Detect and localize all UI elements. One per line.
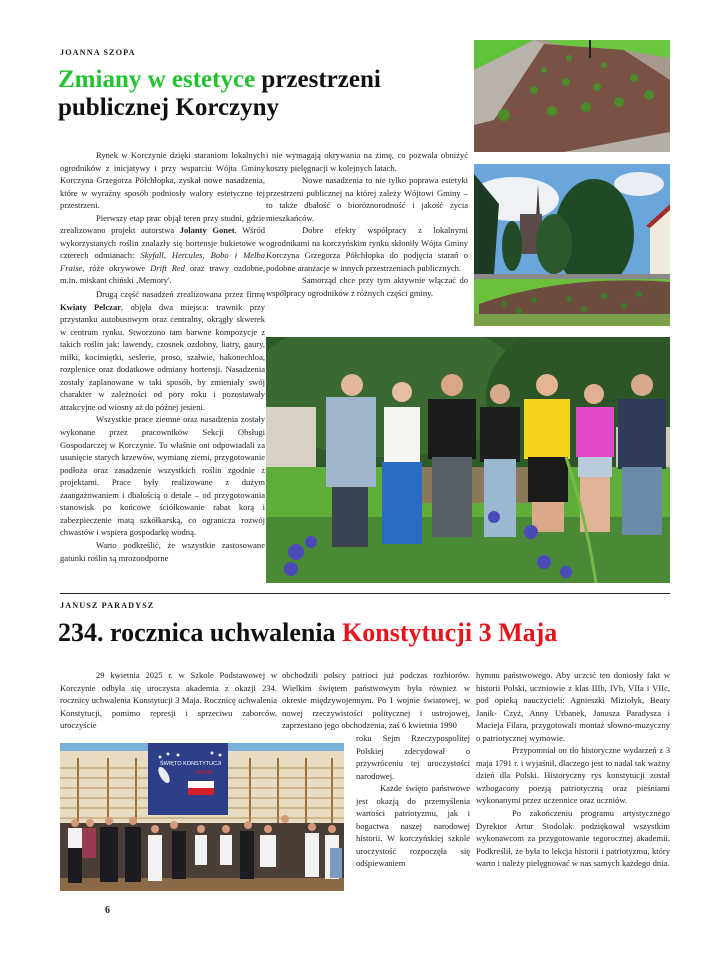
company-name-bold: Kwiaty Pelczar: [60, 301, 122, 312]
banner-text-line2: 3 MAJA: [195, 770, 213, 776]
article2-paragraph: 29 kwietnia 2025 r. w Szkole Podstawowej w Korczynie odbyła się uroczysta akademia z okazji 234. rocznicy uchwalenia Konstytucji 3 Maja. Rocznicę uchwalenia Konstytucji, pomimo represji i sprzeciwu zaborców, uroczyście: [60, 670, 277, 731]
article2-column-1: [60, 669, 277, 732]
text-run: Drugą część nasadzeń zrealizowana przez firmę: [96, 289, 265, 300]
article2-paragraph: Każde święto państwowe jest okazją do przemyślenia wartości patriotyzmu, jak i bogactwa naszej narodowej historii. W korczyńskiej szkole uroczystość rozpoczęła się odśpiewaniem: [356, 783, 470, 869]
article2-title-accent: Konstytucji 3 Maja: [342, 618, 558, 647]
article2-title-plain: 234. rocznica uchwalenia: [58, 618, 336, 647]
article1-paragraph: [60, 288, 265, 413]
article1-author: JOANNA SZOPA: [60, 48, 136, 57]
school-ceremony-image: [60, 743, 344, 891]
article2-column-3: [476, 669, 670, 870]
article2-title: [58, 618, 678, 647]
plant-variety-italic: Drift Red: [150, 262, 185, 273]
text-run: Pierwszy etap prac objął teren przy studni, gdzie zrealizowano projekt autorstwa: [60, 212, 265, 236]
text-run: , róże okrywowe: [82, 262, 151, 273]
article2-paragraph: Przypomniał on tło historyczne wydarzeń z 3 maja 1791 r. i wyjaśnił, dlaczego jest to nadal tak ważny dzień dla Polski. Historyczny rys konstytucji został wzbogacony poezją patriotyczną oraz pieśniami wykonanymi przez uczennice oraz uczniów.: [476, 745, 670, 806]
article2-paragraph: roku Sejm Rzeczypospolitej Polskiej zdecydował o przywróceniu tej uroczystości narodowej.: [356, 733, 470, 781]
banner-text-line1: ŚWIĘTO KONSTYTUCJI: [160, 761, 222, 767]
text-run: , objęła dwa miejsca: trawnik przy przystanku autobusowym oraz centralny, okrągły skwerek w centrum rynku. Stworzono tam barwne kompozycje z takich roślin jak: lawendy, czosnek ozdobny, liatry, gaury, miłki, kocimiętki, seslerie, proso, szałwie, hakonechloa, rozplenice oraz dodatkowe odmiany hortensji. Nasadzenia zostały zaplanowane w taki sposób, by zmieniały swój charakter w zależności od pory roku i pozostawały atrakcyjne od wiosny aż do późnej jesieni.: [60, 301, 265, 412]
round-flowerbed-image: [474, 164, 670, 326]
flowerbed-mulch-image: [474, 40, 670, 152]
article2-paragraph: Po zakończeniu programu artystycznego Dyrektor Artur Stodolak podziękował wszystkim wykonawcom za przygotowanie tegorocznej akademii. Podkreślił, że była to lekcja historii i patriotyzmu, który warto i należy pielęgnować w nas samych każdego dnia.: [476, 808, 670, 869]
photo-round-flowerbed-church: [474, 164, 670, 326]
article1-title: [58, 66, 468, 122]
page-number: 6: [105, 905, 110, 916]
photo-group-gardeners: [266, 337, 670, 583]
article1-paragraph: Warto podkreślić, że wszystkie zastosowane gatunki roślin są mrozoodporne: [60, 539, 265, 563]
article1-paragraph: i nie wymagają okrywania na zimę, co pozwala obniżyć koszty pielęgnacji w kolejnych latach.: [266, 150, 468, 173]
article2-author: JANUSZ PARADYSZ: [60, 601, 155, 610]
photo-mulched-flowerbed: [474, 40, 670, 152]
article1-paragraph: Wszystkie prace ziemne oraz nasadzenia zostały wykonane przez pracowników Sekcji Obsługi Gospodarczej w Korczynie. To właśnie oni odpowiadali za usunięcie starych krzewów, wymianę ziemi, przygotowanie podłoża oraz zasadzenie wszystkich roślin zgodnie z projektami. Prace były realizowane z dużym zaangażowaniem i dbałością o detale – od przygotowania stanowisk po końcowe ściółkowanie rabat korą i zabezpieczenie matą szkółkarską, co ogranicza rozwój chwastów i wspiera gospodarkę wodną.: [60, 414, 265, 538]
article1-paragraph: Dobre efekty współpracy z lokalnymi ogrodnikami na korczyńskim rynku skłoniły Wójta Gminy Korczyna Grzegorza Półchłopka do podjęcia starań o podobne aranżacje w innych przestrzeniach publicznych.: [266, 225, 468, 273]
article2-column-2-narrow: [356, 732, 470, 870]
article1-title-line2: publicznej Korczyny: [58, 94, 280, 121]
article1-paragraph: Samorząd chce przy tym aktywnie włączać do współpracy ogrodników z różnych części gminy.: [266, 275, 468, 299]
article2-paragraph: obchodzili polscy patrioci już podczas rozbiorów. Wielkim świętem państwowym była również w okresie międzywojennym. Po I wojnie światowej, w nowej rzeczywistości politycznej i ustrojowej, zaprzestano jego obchodzenia, zaś 6 kwietnia 1990: [282, 670, 470, 731]
article1-title-accent: Zmiany w estetyce: [58, 66, 256, 93]
text-run: oraz trawy ozdobne, m.in. miskant chiński ‚Memory'.: [60, 262, 266, 286]
article-divider: [60, 593, 670, 594]
article1-column-2: [266, 149, 468, 300]
article1-paragraph: [60, 212, 265, 287]
article2-paragraph: hymnu państwowego. Aby uczcić ten doniosły fakt w historii Polski, uczniowie z klas IIIb, IVb, VIIa i VIIc, pod opieką nauczycieli: Agnieszki Miziołyk, Beaty Janik- Czyż, Anny Urbanek, Janusza Paradysza i Macieja Filara, przygotowali montaż słowno-muzyczny o patriotycznej wymowie.: [476, 670, 670, 743]
text-run: . Wśród wykorzystanych roślin znalazły się hortensje bukietowe w czterech odmianach:: [60, 225, 265, 261]
group-gardeners-image: [266, 337, 670, 583]
article1-paragraph: Rynek w Korczynie dzięki staraniom lokalnych ogrodników z inicjatywy i przy wsparciu Wójta Gminy Korczyna Grzegorza Półchłopka, zyskał nowe nasadzenia, które w wyraźny sposób podniosły walory estetyczne tej przestrzeni.: [60, 150, 265, 211]
article2-column-2: [282, 669, 470, 732]
article1-paragraph: Nowe nasadzenia to nie tylko poprawa estetyki przestrzeni publicznej na której zależy Wójtowi Gminy – to także dbałość o bioróżnorodność i jakość życia mieszkańców.: [266, 175, 468, 223]
article1-column-1: [60, 149, 265, 564]
author-name-bold: Jolanty Gonet: [179, 225, 235, 236]
article1-title-line1-rest: przestrzeni: [261, 66, 381, 93]
plant-varieties-italic: Skyfall, Hercules, Bobo i Melba Fraise: [60, 250, 265, 273]
photo-school-ceremony: [60, 743, 344, 891]
